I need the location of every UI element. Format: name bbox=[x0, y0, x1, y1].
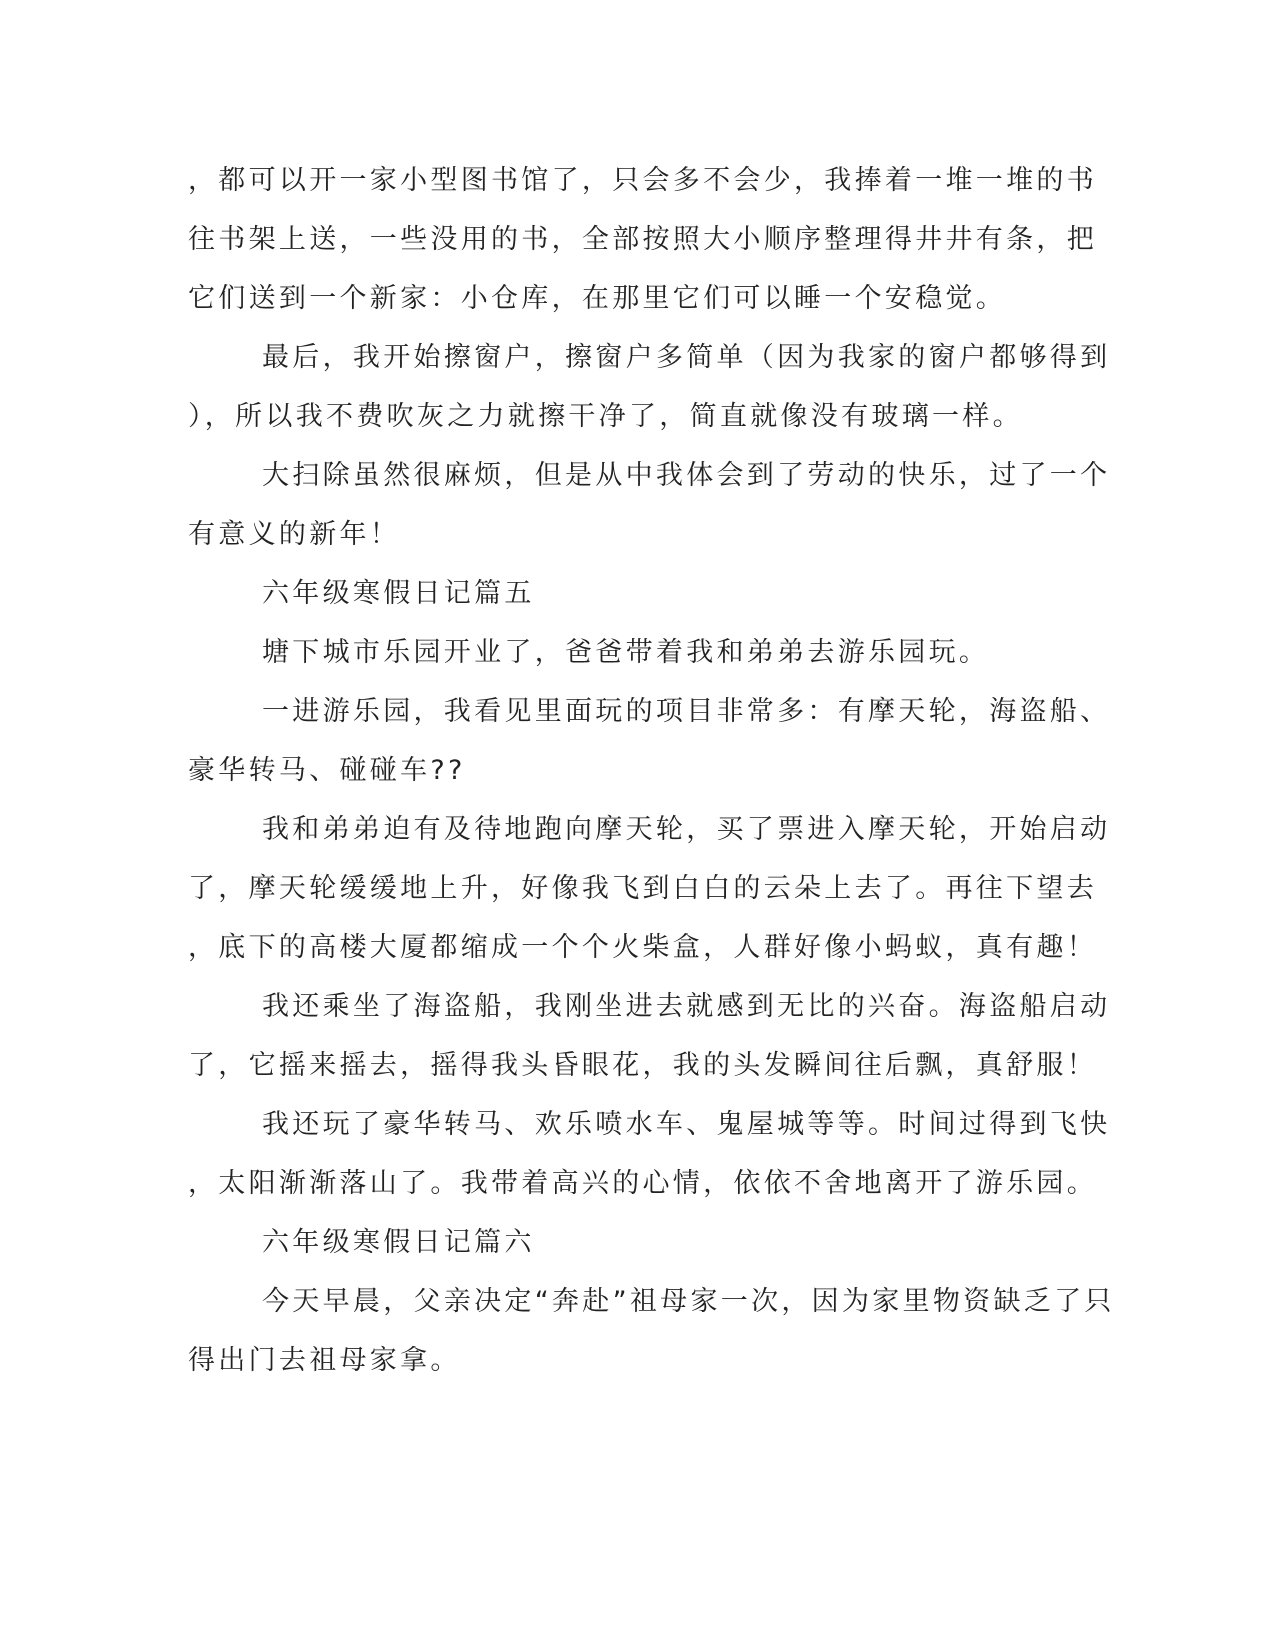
text-line: ，底下的高楼大厦都缩成一个个火柴盒，人群好像小蚂蚁，真有趣！ bbox=[188, 932, 1097, 963]
text-line: 豪华转马、碰碰车?? bbox=[188, 755, 466, 786]
text-line: 了，它摇来摇去，摇得我头昏眼花，我的头发瞬间往后飘，真舒服！ bbox=[188, 1050, 1097, 1081]
text-line: 有意义的新年！ bbox=[188, 519, 401, 550]
paragraph-start: 最后，我开始擦窗户，擦窗户多简单（因为我家的窗户都够得到 bbox=[262, 342, 1111, 373]
paragraph-start: 塘下城市乐园开业了，爸爸带着我和弟弟去游乐园玩。 bbox=[262, 637, 990, 668]
text-line: 它们送到一个新家：小仓库，在那里它们可以睡一个安稳觉。 bbox=[188, 283, 1007, 314]
text-line: ），所以我不费吹灰之力就擦干净了，简直就像没有玻璃一样。 bbox=[188, 401, 1023, 432]
section-heading: 六年级寒假日记篇六 bbox=[262, 1227, 535, 1258]
text-line: ，都可以开一家小型图书馆了，只会多不会少，我捧着一堆一堆的书 bbox=[188, 165, 1097, 196]
section-heading: 六年级寒假日记篇五 bbox=[262, 578, 535, 609]
text-line: 了，摩天轮缓缓地上升，好像我飞到白白的云朵上去了。再往下望去 bbox=[188, 873, 1097, 904]
paragraph-start: 我还乘坐了海盗船，我刚坐进去就感到无比的兴奋。海盗船启动 bbox=[262, 991, 1111, 1022]
text-line: ，太阳渐渐落山了。我带着高兴的心情，依依不舍地离开了游乐园。 bbox=[188, 1168, 1097, 1199]
paragraph-start: 大扫除虽然很麻烦，但是从中我体会到了劳动的快乐，过了一个 bbox=[262, 460, 1111, 491]
paragraph-start: 我和弟弟迫有及待地跑向摩天轮，买了票进入摩天轮，开始启动 bbox=[262, 814, 1111, 845]
paragraph-start: 一进游乐园，我看见里面玩的项目非常多：有摩天轮，海盗船、 bbox=[262, 696, 1111, 727]
text-line: 得出门去祖母家拿。 bbox=[188, 1345, 461, 1376]
paragraph-start: 今天早晨，父亲决定“奔赴”祖母家一次，因为家里物资缺乏了只 bbox=[262, 1286, 1115, 1317]
text-line: 往书架上送，一些没用的书，全部按照大小顺序整理得井井有条，把 bbox=[188, 224, 1097, 255]
paragraph-start: 我还玩了豪华转马、欢乐喷水车、鬼屋城等等。时间过得到飞快 bbox=[262, 1109, 1111, 1140]
